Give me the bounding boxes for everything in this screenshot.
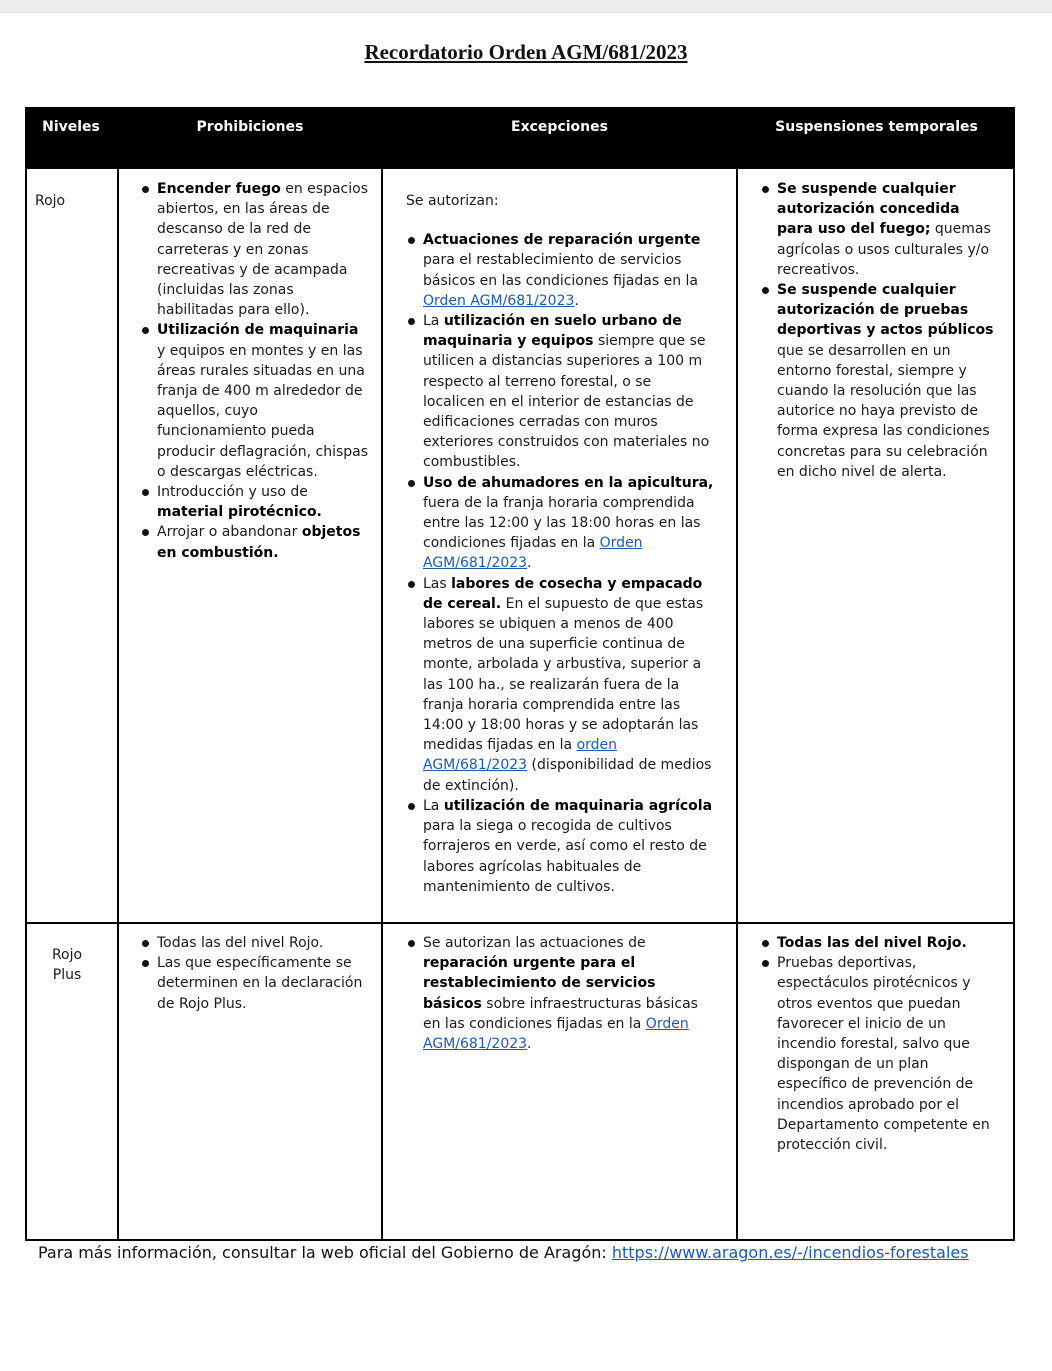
orden-link[interactable]: orden AGM/681/2023 <box>423 737 618 774</box>
header-prohibiciones: Prohibiciones <box>196 119 304 135</box>
list-item: Todas las del nivel Rojo. <box>140 933 370 953</box>
table-header-row <box>25 107 1015 169</box>
level-rojo-plus: Rojo Plus <box>51 947 83 984</box>
header-suspensiones: Suspensiones temporales <box>775 119 978 135</box>
list-item: Se suspende cualquier autorización concedida para uso del fuego; quemas agrícolas o usos culturales y/o recreativos. <box>760 179 1000 280</box>
excepciones-intro: Se autorizan: <box>406 193 499 209</box>
table-border-left <box>25 169 27 1241</box>
alert-levels-table <box>25 107 1015 1241</box>
list-item: La utilización en suelo urbano de maquinaria y equipos siempre que se utilicen a distancias superiores a 100 m respecto al terreno forestal, o se localicen en el interior de estancias de edificaciones cerradas con muros exteriores construidos con materiales no combustibles. <box>406 311 716 473</box>
rojo-prohibiciones <box>140 179 370 563</box>
table-border-bottom <box>25 1239 1015 1241</box>
rojo-plus-excepciones <box>406 933 716 1054</box>
list-item: La utilización de maquinaria agrícola para la siega o recogida de cultivos forrajeros en verde, así como el resto de labores agrícolas habituales de mantenimiento de cultivos. <box>406 796 716 897</box>
list-item: Arrojar o abandonar objetos en combustión. <box>140 522 370 562</box>
orden-link[interactable]: Orden AGM/681/2023 <box>423 1015 689 1053</box>
level-rojo: Rojo <box>35 193 66 209</box>
table-border-right <box>1013 169 1015 1241</box>
table-divider <box>736 169 738 1241</box>
rojo-excepciones <box>406 191 716 897</box>
list-item: Todas las del nivel Rojo. <box>760 933 1000 953</box>
header-niveles: Niveles <box>42 119 100 135</box>
orden-link[interactable]: Orden AGM/681/2023 <box>423 292 575 309</box>
list-item: Encender fuego en espacios abiertos, en las áreas de descanso de la red de carreteras y en zonas recreativas y de acampada (incluidas las zonas habilitadas para ello). <box>140 179 370 320</box>
table-divider <box>381 169 383 1241</box>
page-title: Recordatorio Orden AGM/681/2023 <box>364 40 688 64</box>
list-item: Actuaciones de reparación urgente para el restablecimiento de servicios básicos en las condiciones fijadas en la Orden AGM/681/2023. <box>406 230 716 311</box>
orden-link[interactable]: Orden AGM/681/2023 <box>423 535 643 572</box>
list-item: Se autorizan las actuaciones de reparación urgente para el restablecimiento de servicios básicos sobre infraestructuras básicas en las condiciones fijadas en la Orden AGM/681/2023. <box>406 933 716 1054</box>
aragon-website-link[interactable]: https://www.aragon.es/-/incendios-forestales <box>611 1243 969 1262</box>
top-bar <box>0 0 1052 13</box>
table-divider <box>117 169 119 1241</box>
header-excepciones: Excepciones <box>511 119 608 135</box>
list-item: Las labores de cosecha y empacado de cereal. En el supuesto de que estas labores se ubiquen a menos de 400 metros de una superficie continua de monte, arbolada y arbustiva, superior a las 100 ha., se realizarán fuera de la franja horaria comprendida entre las 14:00 y 18:00 horas y se adoptarán las medidas fijadas en la orden AGM/681/2023 (disponibilidad de medios de extinción). <box>406 574 716 796</box>
list-item: Se suspende cualquier autorización de pruebas deportivas y actos públicos que se desarrollen en un entorno forestal, siempre y cuando la resolución que las autorice no haya previsto de forma expresa las condiciones concretas para su celebración en dicho nivel de alerta. <box>760 280 1000 482</box>
footer-info: Para más información, consultar la web oficial del Gobierno de Aragón: https://www.aragon.es/-/incendios-forestales <box>38 1243 969 1262</box>
list-item: Pruebas deportivas, espectáculos pirotécnicos y otros eventos que puedan favorecer el inicio de un incendio forestal, salvo que dispongan de un plan específico de prevención de incendios aprobado por el Departamento competente en protección civil. <box>760 953 1000 1155</box>
list-item: Introducción y uso de material pirotécnico. <box>140 482 370 522</box>
rojo-plus-suspensiones <box>760 933 1000 1155</box>
rojo-suspensiones <box>760 179 1000 482</box>
list-item: Uso de ahumadores en la apicultura, fuera de la franja horaria comprendida entre las 12:00 y las 18:00 horas en las condiciones fijadas en la Orden AGM/681/2023. <box>406 473 716 574</box>
row-divider <box>25 922 1015 924</box>
list-item: Las que específicamente se determinen en la declaración de Rojo Plus. <box>140 953 370 1014</box>
rojo-plus-prohibiciones <box>140 933 370 1014</box>
list-item: Utilización de maquinaria y equipos en montes y en las áreas rurales situadas en una franja de 400 m alrededor de aquellos, cuyo funcionamiento pueda producir deflagración, chispas o descargas eléctricas. <box>140 320 370 482</box>
